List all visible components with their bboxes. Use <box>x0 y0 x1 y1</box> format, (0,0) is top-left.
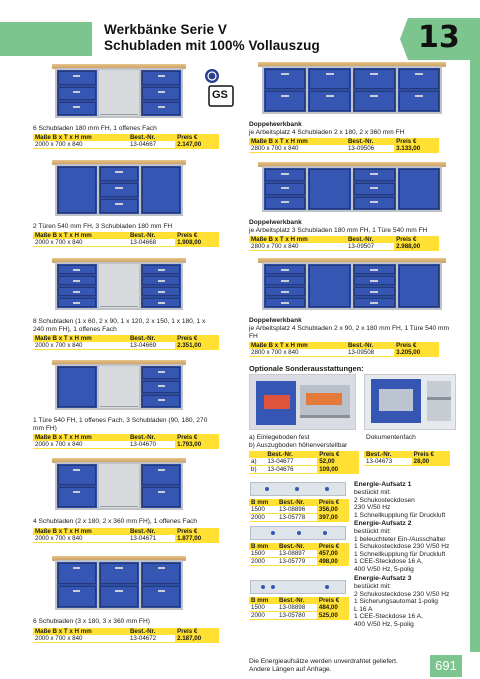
detail-line: 2 Schukosteckdose 230 V/50 Hz <box>354 590 450 598</box>
price-value: 52,00 <box>317 458 359 466</box>
detail-line: L 16 A <box>354 605 373 613</box>
right-product-2-order-table <box>249 236 439 251</box>
energy-strip-1-image <box>250 482 346 496</box>
title-line-2: Schubladen mit 100% Vollauszug <box>104 38 320 53</box>
caption-b: b) Auszugboden höhenverstellbar <box>249 441 348 449</box>
order-no-value: 13-04676 <box>265 466 317 474</box>
header-order-no: Best.-Nr. <box>346 342 394 349</box>
dims-value: 2800 x 700 x 840 <box>249 145 346 153</box>
detail-line: 1 CEE-Steckdose 16 A, <box>354 558 423 566</box>
detail-line: 1 beleuchteter Ein-/Ausschalter <box>354 535 446 543</box>
energy-1-order-table <box>249 499 349 522</box>
product-1-order-table <box>33 134 219 149</box>
order-no-value: 13-09508 <box>346 349 394 357</box>
right-product-2-text <box>249 219 449 235</box>
bench-image-5 <box>52 458 186 510</box>
dims-value: 2000 x 700 x 840 <box>33 239 128 247</box>
order-no-value: 13-04667 <box>128 141 175 149</box>
product-6-order-table <box>33 628 219 643</box>
certification-badges <box>203 68 237 108</box>
detail-line: 400 V/50 Hz, 5-polig <box>354 620 414 628</box>
energy-1-details <box>354 489 464 519</box>
right-product-2-description: je Arbeitsplatz 3 Schubladen 180 mm FH, 1 Türe 540 mm FH <box>249 226 428 234</box>
price-value: 1.877,00 <box>175 535 219 543</box>
order-no-value: 13-08897 <box>277 550 317 558</box>
right-product-1-order-table <box>249 138 439 153</box>
header-dims: Maße B x T x H mm <box>249 342 346 349</box>
header-dims: Maße B x T x H mm <box>33 232 128 239</box>
energy-2-order-table <box>249 543 349 566</box>
header-price: Preis € <box>175 528 219 535</box>
header-order-no: Best.-Nr. <box>128 528 175 535</box>
shelf-order-table <box>249 451 359 474</box>
header-order-no: Best.-Nr. <box>128 335 175 342</box>
shelf-captions <box>249 434 369 450</box>
dims-value: 2000 x 700 x 840 <box>33 535 128 543</box>
detail-line: 400 V/50 Hz, 5-polig <box>354 565 414 573</box>
header-order-no: Best.-Nr. <box>277 597 317 604</box>
header-price: Preis € <box>175 134 219 141</box>
product-4-description: 1 Türe 540 FH, 1 offenes Fach, 3 Schubladen (90, 180, 270 mm FH) <box>33 417 208 432</box>
energy-3-title: Energie-Aufsatz 3 <box>354 575 412 582</box>
price-value: 457,00 <box>317 550 349 558</box>
header-order-no: Best.-Nr. <box>364 451 412 458</box>
price-value: 1.908,00 <box>175 239 219 247</box>
header-order-no: Best.-Nr. <box>277 499 317 506</box>
bench-image-6 <box>52 556 186 610</box>
price-value: 2.988,00 <box>394 243 439 251</box>
price-value: 484,00 <box>317 604 349 612</box>
footnote-line-2: Andere Längen auf Anfrage. <box>249 665 332 673</box>
energy-strip-2-image <box>250 526 346 540</box>
header-price: Preis € <box>394 342 439 349</box>
energy-2-details <box>354 528 464 574</box>
header-order-no: Best.-Nr. <box>128 232 175 239</box>
header-order-no: Best.-Nr. <box>346 236 394 243</box>
double-bench-image-1 <box>258 62 446 114</box>
header-price: Preis € <box>175 628 219 635</box>
gs-label: GS <box>212 89 228 101</box>
header-order-no: Best.-Nr. <box>128 434 175 441</box>
order-no-value: 13-04670 <box>128 441 175 449</box>
detail-line: 1 Schnellkupplung für Druckluft <box>354 511 446 519</box>
price-value: 3.205,00 <box>394 349 439 357</box>
product-5-order-table <box>33 528 219 543</box>
right-product-3-description: je Arbeitsplatz 4 Schubladen 2 x 90, 2 x 180 mm FH, 1 Türe 540 mm FH <box>249 324 449 340</box>
header-dims: Maße B x T x H mm <box>33 434 128 441</box>
header-dims: Maße B x T x H mm <box>249 236 346 243</box>
energy-strip-3-image <box>250 580 346 594</box>
order-no-value: 13-05780 <box>277 612 317 620</box>
price-value: 498,00 <box>317 558 349 566</box>
right-product-1-description: je Arbeitsplatz 4 Schubladen 2 x 180, 2 x 360 mm FH <box>249 128 405 136</box>
width-value: 2000 <box>249 558 277 566</box>
gs-badge-icon <box>203 68 237 108</box>
order-no-value: 13-05778 <box>277 514 317 522</box>
width-value: 2000 <box>249 612 277 620</box>
detail-line: 1 Sicherungsautomat 1-polig <box>354 598 438 606</box>
header-order-no: Best.-Nr. <box>128 628 175 635</box>
document-tray-order-table <box>364 451 450 466</box>
detail-line: 1 Schnellkupplung für Druckluft <box>354 550 446 558</box>
header-dims: Maße B x T x H mm <box>33 528 128 535</box>
order-no-value: 13-09507 <box>346 243 394 251</box>
detail-line: 1 Schukosteckdose 230 V/50 Hz <box>354 543 450 551</box>
bench-image-3 <box>52 258 186 310</box>
dims-value: 2000 x 700 x 840 <box>33 441 128 449</box>
width-value: 1500 <box>249 506 277 514</box>
detail-line: bestückt mit: <box>354 489 392 496</box>
header-price: Preis € <box>317 597 349 604</box>
right-product-2-name: Doppelwerkbank <box>249 219 302 226</box>
order-no-value: 13-08898 <box>277 604 317 612</box>
double-bench-image-2 <box>258 162 446 212</box>
order-no-value: 13-04672 <box>128 635 175 643</box>
right-product-3-name: Doppelwerkbank <box>249 317 302 324</box>
price-value: 525,00 <box>317 612 349 620</box>
price-value: 2.351,00 <box>175 342 219 350</box>
header-width: B mm <box>249 543 277 550</box>
detail-line: 2 Schukosteckdosen <box>354 496 415 504</box>
bench-image-1 <box>52 64 186 118</box>
header-price: Preis € <box>175 335 219 342</box>
header-width: B mm <box>249 597 277 604</box>
header-order-no: Best.-Nr. <box>128 134 175 141</box>
dims-value: 2800 x 700 x 840 <box>249 349 346 357</box>
detail-line: 1 CEE-Steckdose 16 A, <box>354 613 423 621</box>
header-price: Preis € <box>317 451 359 458</box>
header-price: Preis € <box>317 543 349 550</box>
header-dims: Maße B x T x H mm <box>33 134 128 141</box>
order-no-value: 13-04668 <box>128 239 175 247</box>
energy-3-order-table <box>249 597 349 620</box>
product-2-order-table <box>33 232 219 247</box>
header-order-no: Best.-Nr. <box>265 451 317 458</box>
product-3-order-table <box>33 335 219 350</box>
side-strip <box>470 60 480 652</box>
header-order-no: Best.-Nr. <box>346 138 394 145</box>
energy-1-title: Energie-Aufsatz 1 <box>354 481 412 488</box>
footnote <box>249 658 398 673</box>
document-tray-image <box>364 374 456 430</box>
order-no-value: 13-04673 <box>364 458 412 466</box>
right-product-1-text <box>249 121 449 137</box>
width-value: 2000 <box>249 514 277 522</box>
bench-image-2 <box>52 160 186 216</box>
order-no-value: 13-08896 <box>277 506 317 514</box>
dims-value: 2000 x 700 x 840 <box>33 342 128 350</box>
shelf-accessory-image <box>249 374 356 430</box>
price-value: 28,00 <box>412 458 450 466</box>
width-value: 1500 <box>249 604 277 612</box>
header-price: Preis € <box>175 232 219 239</box>
price-value: 1.793,00 <box>175 441 219 449</box>
header-dims: Maße B x T x H mm <box>33 335 128 342</box>
header-width: B mm <box>249 499 277 506</box>
header-price: Preis € <box>394 138 439 145</box>
product-3-description: 8 Schubladen (1 x 60, 2 x 90, 1 x 120, 2 x 150, 1 x 180, 1 x 240 mm FH), 1 offenes Fach <box>33 318 206 333</box>
header-order-no: Best.-Nr. <box>277 543 317 550</box>
caption-a: a) Einlegeboden fest <box>249 434 310 441</box>
dims-value: 2800 x 700 x 840 <box>249 243 346 251</box>
dims-value: 2000 x 700 x 840 <box>33 635 128 643</box>
chapter-number: 13 <box>418 20 460 55</box>
product-2-description: 2 Türen 540 mm FH, 3 Schubladen 180 mm FH <box>33 223 173 230</box>
price-value: 2.187,00 <box>175 635 219 643</box>
header-dims: Maße B x T x H mm <box>33 628 128 635</box>
row-label: b) <box>249 466 265 474</box>
header-price: Preis € <box>175 434 219 441</box>
header-price: Preis € <box>394 236 439 243</box>
bench-image-4 <box>52 360 186 410</box>
right-product-3-text <box>249 317 449 340</box>
detail-line: bestückt mit: <box>354 528 392 535</box>
price-value: 356,00 <box>317 506 349 514</box>
product-1-description: 6 Schubladen 180 mm FH, 1 offenes Fach <box>33 125 157 132</box>
right-product-1-name: Doppelwerkbank <box>249 121 302 128</box>
row-label: a) <box>249 458 265 466</box>
header-price: Preis € <box>317 499 349 506</box>
price-value: 3.133,00 <box>394 145 439 153</box>
title-line-1: Werkbänke Serie V <box>104 22 228 37</box>
energy-2-title: Energie-Aufsatz 2 <box>354 520 412 527</box>
page-number: 691 <box>430 655 462 677</box>
width-value: 1500 <box>249 550 277 558</box>
energy-3-details <box>354 583 464 629</box>
price-value: 2.147,00 <box>175 141 219 149</box>
right-product-3-order-table <box>249 342 439 357</box>
accessories-title: Optionale Sonderausstattungen: <box>249 364 364 373</box>
product-5-description: 4 Schubladen (2 x 180, 2 x 360 mm FH), 1 offenes Fach <box>33 518 198 525</box>
order-no-value: 13-04669 <box>128 342 175 350</box>
double-bench-image-3 <box>258 258 446 310</box>
footnote-line-1: Die Energieaufsätze werden unverdrahtet geliefert. <box>249 658 398 665</box>
document-tray-caption: Dokumentenfach <box>366 434 416 441</box>
price-value: 397,00 <box>317 514 349 522</box>
order-no-value: 13-09506 <box>346 145 394 153</box>
header-dims: Maße B x T x H mm <box>249 138 346 145</box>
detail-line: bestückt mit: <box>354 583 392 590</box>
price-value: 109,00 <box>317 466 359 474</box>
label-col <box>249 451 265 458</box>
order-no-value: 13-04671 <box>128 535 175 543</box>
detail-line: 230 V/50 Hz <box>354 504 391 512</box>
order-no-value: 13-04677 <box>265 458 317 466</box>
product-4-order-table <box>33 434 219 449</box>
product-6-description: 6 Schubladen (3 x 180, 3 x 360 mm FH) <box>33 618 150 625</box>
header-price: Preis € <box>412 451 450 458</box>
dims-value: 2000 x 700 x 840 <box>33 141 128 149</box>
order-no-value: 13-05779 <box>277 558 317 566</box>
page-title <box>104 22 320 54</box>
